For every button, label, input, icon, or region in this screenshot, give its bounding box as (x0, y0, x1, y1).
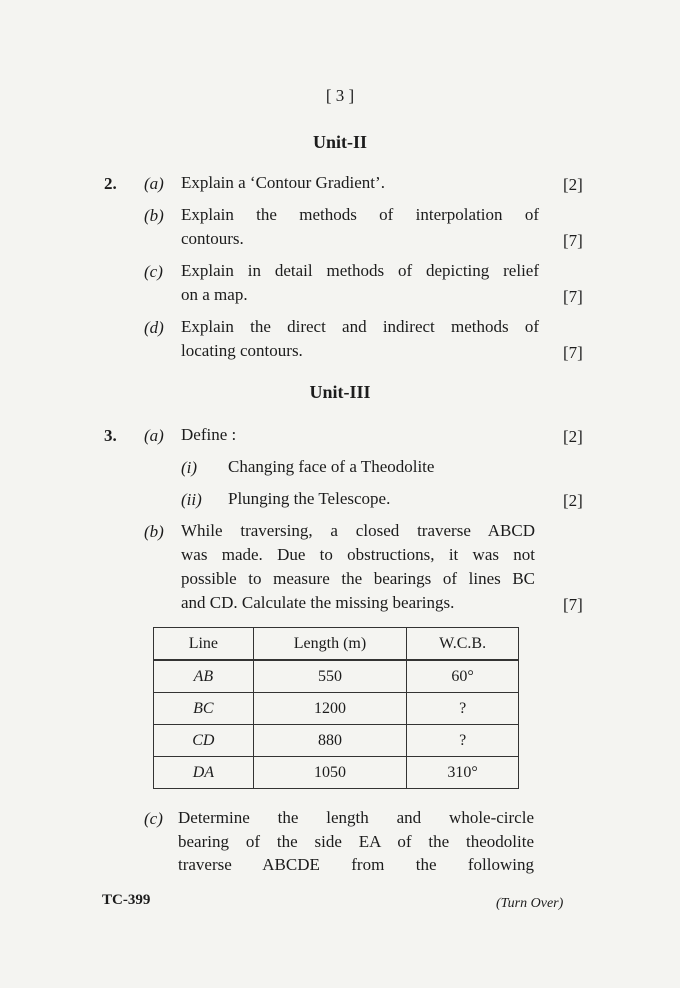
header-wcb: W.C.B. (407, 628, 519, 661)
cell-line: DA (154, 757, 254, 789)
part-text: on a map. (181, 285, 248, 304)
subpart-text: Plunging the Telescope. (228, 489, 391, 508)
cell-length: 550 (253, 660, 407, 693)
marks: [7] (563, 231, 583, 250)
marks: [7] (563, 595, 583, 614)
part-label: (b) (144, 522, 164, 541)
part-label: (a) (144, 174, 164, 193)
paper-code: TC-399 (102, 892, 151, 908)
part-text: Define : (181, 425, 237, 444)
question-2-number: 2. (104, 174, 117, 193)
part-text: was made. Due to obstructions, it was not (181, 545, 535, 564)
part-text: locating contours. (181, 341, 303, 360)
cell-wcb: ? (407, 725, 519, 757)
part-text: contours. (181, 229, 244, 248)
marks: [2] (563, 491, 583, 510)
cell-line: BC (154, 693, 254, 725)
header-length: Length (m) (253, 628, 407, 661)
marks: [2] (563, 427, 583, 446)
part-label: (d) (144, 318, 164, 337)
part-text: and CD. Calculate the missing bearings. (181, 593, 455, 612)
marks: [2] (563, 175, 583, 194)
table-header-row (154, 628, 519, 661)
marks: [7] (563, 287, 583, 306)
part-text: Explain a ‘Contour Gradient’. (181, 173, 385, 192)
part-label: (a) (144, 426, 164, 445)
subpart-label: (i) (181, 458, 198, 477)
subpart-text: Changing face of a Theodolite (228, 457, 435, 476)
part-text: Explain the direct and indirect methods of (181, 317, 539, 336)
cell-wcb: ? (407, 693, 519, 725)
cell-line: AB (154, 660, 254, 693)
cell-line: CD (154, 725, 254, 757)
table-row (154, 725, 519, 757)
part-label: (c) (144, 262, 163, 281)
cell-length: 1050 (253, 757, 407, 789)
cell-length: 880 (253, 725, 407, 757)
marks: [7] (563, 343, 583, 362)
page-number: [ 3 ] (325, 86, 355, 105)
table-row (154, 693, 519, 725)
table-row (154, 757, 519, 789)
part-text: traverse ABCDE from the following (178, 855, 534, 874)
bearings-table (153, 627, 519, 789)
part-label: (b) (144, 206, 164, 225)
part-text: possible to measure the bearings of lines BC (181, 569, 535, 588)
header-line: Line (154, 628, 254, 661)
part-text: Explain in detail methods of depicting relief (181, 261, 539, 280)
turn-over-note: (Turn Over) (496, 896, 564, 911)
question-3-number: 3. (104, 426, 117, 445)
part-text: Explain the methods of interpolation of (181, 205, 539, 224)
part-label: (c) (144, 809, 163, 828)
part-text: bearing of the side EA of the theodolite (178, 832, 534, 851)
unit-3-heading: Unit-III (309, 382, 371, 402)
part-text: While traversing, a closed traverse ABCD (181, 521, 535, 540)
subpart-label: (ii) (181, 490, 202, 509)
cell-wcb: 60° (407, 660, 519, 693)
table-row (154, 660, 519, 693)
cell-wcb: 310° (407, 757, 519, 789)
cell-length: 1200 (253, 693, 407, 725)
unit-2-heading: Unit-II (312, 132, 367, 152)
part-text: Determine the length and whole-circle (178, 808, 534, 827)
